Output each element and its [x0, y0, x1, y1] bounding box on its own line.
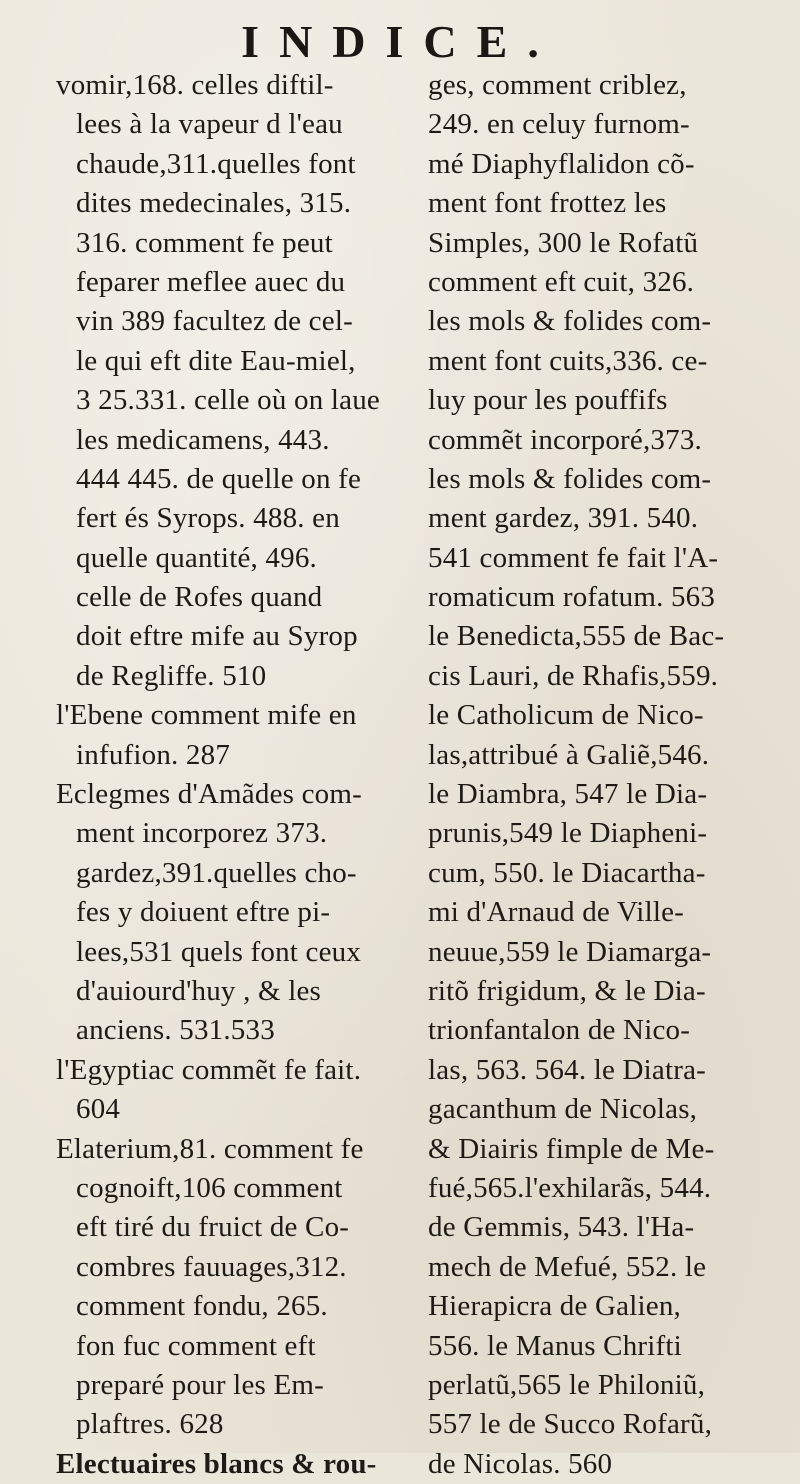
index-line: quelle quantité, 496. — [76, 541, 317, 574]
index-line: l'Egyptiac commẽt fe fait. — [56, 1053, 362, 1086]
index-line: ges, comment criblez, — [428, 69, 687, 101]
index-line: 249. en celuy furnom- — [428, 108, 690, 141]
index-line: gacanthum de Nicolas, — [428, 1093, 698, 1126]
index-line: Elaterium,81. comment fe — [56, 1132, 364, 1165]
index-line: lees à la vapeur d l'eau — [76, 108, 343, 141]
index-line: romaticum rofatum. 563 — [428, 581, 716, 614]
index-line: les medicamens, 443. — [76, 423, 330, 456]
index-line: feparer meflee auec du — [76, 265, 346, 298]
index-line: l'Ebene comment mife en — [56, 699, 357, 732]
index-line: gardez,391.quelles cho- — [76, 856, 357, 889]
index-line: vin 389 facultez de cel- — [76, 305, 353, 338]
index-line: Simples, 300 le Rofatũ — [428, 226, 699, 259]
index-line: cognoift,106 comment — [76, 1171, 343, 1204]
index-line: anciens. 531.533 — [76, 1014, 275, 1047]
index-line: fué,565.l'exhilarãs, 544. — [428, 1171, 712, 1204]
index-line: celle de Rofes quand — [76, 581, 323, 614]
index-line: perlatũ,565 le Philoniũ, — [428, 1368, 706, 1401]
index-line: prunis,549 le Diapheni- — [428, 817, 708, 850]
index-line: de Nicolas. 560 — [428, 1447, 613, 1480]
index-line: las, 563. 564. le Diatra- — [428, 1053, 707, 1086]
index-line: ritõ frigidum, & le Dia- — [428, 974, 706, 1007]
index-line: luy pour les pouffifs — [428, 384, 668, 417]
index-line: trionfantalon de Nico- — [428, 1014, 691, 1047]
index-line: comment eft cuit, 326. — [428, 265, 695, 298]
index-line: mi d'Arnaud de Ville- — [428, 896, 685, 929]
index-line: chaude,311.quelles font — [76, 147, 356, 180]
index-line: dites medecinales, 315. — [76, 187, 352, 220]
index-line: 557 le de Succo Rofarũ, — [428, 1408, 713, 1441]
index-line: cum, 550. le Diacartha- — [428, 856, 706, 889]
index-line: vomir,168. celles diftil- — [56, 69, 334, 101]
index-line: las,attribué à Galiẽ,546. — [428, 738, 710, 771]
index-line: ment gardez, 391. 540. — [428, 502, 699, 535]
index-line: fert és Syrops. 488. en — [76, 502, 340, 535]
index-line: 541 comment fe fait l'A- — [428, 541, 719, 574]
index-line: le Catholicum de Nico- — [428, 699, 704, 732]
index-line: plaftres. 628 — [76, 1408, 224, 1441]
index-line: eft tiré du fruict de Co- — [76, 1211, 350, 1244]
index-line: de Gemmis, 543. l'Ha- — [428, 1211, 695, 1244]
index-line: fon fuc comment eft — [76, 1329, 316, 1362]
index-line: neuue,559 le Diamarga- — [428, 935, 712, 968]
index-line: le qui eft dite Eau-miel, — [76, 344, 356, 377]
index-line: mé Diaphyflalidon cõ- — [428, 147, 695, 180]
index-line: le Diambra, 547 le Dia- — [428, 778, 708, 811]
index-line: 316. comment fe peut — [76, 226, 333, 259]
index-line: Electuaires blancs & rou- — [56, 1447, 377, 1480]
index-line: Hierapicra de Galien, — [428, 1290, 681, 1323]
index-line: commẽt incorporé,373. — [428, 423, 702, 456]
index-line: ment font frottez les — [428, 187, 667, 220]
index-line: 444 445. de quelle on fe — [76, 462, 362, 495]
index-line: preparé pour les Em- — [76, 1368, 324, 1401]
index-line: ment font cuits,336. ce- — [428, 344, 708, 377]
index-line: les mols & folides com- — [428, 462, 712, 495]
index-line: 556. le Manus Chrifti — [428, 1329, 682, 1362]
index-line: comment fondu, 265. — [76, 1290, 328, 1323]
right-column — [428, 66, 758, 1484]
index-line: Eclegmes d'Amãdes com- — [56, 778, 362, 811]
index-line: cis Lauri, de Rhafis,559. — [428, 659, 719, 692]
index-line: fes y doiuent eftre pi- — [76, 896, 331, 929]
index-line: doit eftre mife au Syrop — [76, 620, 358, 653]
index-line: infufion. 287 — [76, 738, 231, 771]
index-line: les mols & folides com- — [428, 305, 712, 338]
index-line: ment incorporez 373. — [76, 817, 328, 850]
index-line: d'auiourd'huy , & les — [76, 974, 322, 1007]
index-line: lees,531 quels font ceux — [76, 935, 362, 968]
index-line: le Benedicta,555 de Bac- — [428, 620, 725, 653]
index-line: 604 — [76, 1093, 121, 1126]
index-line: mech de Mefué, 552. le — [428, 1250, 707, 1283]
index-line: de Regliffe. 510 — [76, 659, 267, 692]
index-line: & Diairis fimple de Me- — [428, 1132, 715, 1165]
left-column — [56, 66, 386, 1484]
index-line: combres fauuages,312. — [76, 1250, 347, 1283]
index-line: 3 25.331. celle où on laue — [76, 384, 380, 417]
running-head: INDICE. — [241, 16, 559, 67]
